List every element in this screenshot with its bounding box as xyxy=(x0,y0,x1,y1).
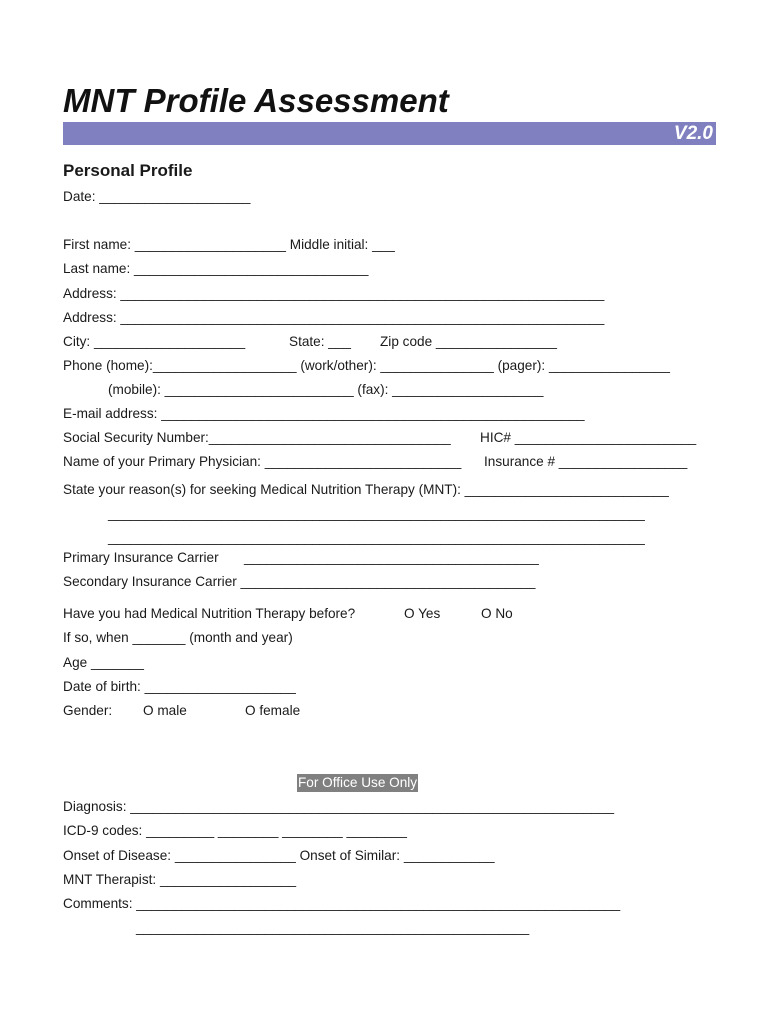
city-field[interactable]: City: ____________________ xyxy=(63,334,246,349)
comments-field-line-2[interactable]: ____________________________________________________ xyxy=(136,920,530,935)
date-field[interactable]: Date: ____________________ xyxy=(63,189,251,204)
no-radio[interactable]: O No xyxy=(481,606,513,621)
age-field[interactable]: Age _______ xyxy=(63,655,144,670)
primary-carrier-label: Primary Insurance Carrier xyxy=(63,550,219,565)
last-name-field[interactable]: Last name: _______________________________ xyxy=(63,261,369,276)
male-radio[interactable]: O male xyxy=(143,703,187,718)
address-field-2[interactable]: Address: ________________________________________________________________ xyxy=(63,310,605,325)
mnt-before-question: Have you had Medical Nutrition Therapy before? xyxy=(63,606,356,621)
version-label: V2.0 xyxy=(673,123,713,144)
zip-code-field[interactable]: Zip code ________________ xyxy=(380,334,557,349)
hic-field[interactable]: HIC# ________________________ xyxy=(480,430,697,445)
diagnosis-field[interactable]: Diagnosis: ________________________________________________________________ xyxy=(63,799,615,814)
date-of-birth-field[interactable]: Date of birth: ____________________ xyxy=(63,679,296,694)
address-field-1[interactable]: Address: ________________________________________________________________ xyxy=(63,286,605,301)
mnt-therapist-field[interactable]: MNT Therapist: __________________ xyxy=(63,872,297,887)
primary-carrier-field[interactable]: _______________________________________ xyxy=(244,550,539,565)
title-band xyxy=(63,122,716,145)
email-field[interactable]: E-mail address: ________________________________________________________ xyxy=(63,406,585,421)
first-name-field[interactable]: First name: ____________________ Middle initial: ___ xyxy=(63,237,395,252)
yes-radio[interactable]: O Yes xyxy=(404,606,441,621)
gender-label: Gender: xyxy=(63,703,113,718)
phone-field[interactable]: Phone (home):___________________ (work/other): _______________ (pager): ________________ xyxy=(63,358,670,373)
mnt-when-field[interactable]: If so, when _______ (month and year) xyxy=(63,630,293,645)
form-title: MNT Profile Assessment xyxy=(63,82,449,119)
section-title-personal-profile: Personal Profile xyxy=(63,161,193,180)
onset-field[interactable]: Onset of Disease: ________________ Onset of Similar: ____________ xyxy=(63,848,495,863)
secondary-carrier-field[interactable]: Secondary Insurance Carrier _______________________________________ xyxy=(63,574,536,589)
office-use-heading: For Office Use Only xyxy=(298,775,418,790)
mobile-fax-field[interactable]: (mobile): _________________________ (fax): ____________________ xyxy=(108,382,544,397)
comments-field[interactable]: Comments: ________________________________________________________________ xyxy=(63,896,621,911)
female-radio[interactable]: O female xyxy=(245,703,301,718)
state-field[interactable]: State: ___ xyxy=(289,334,351,349)
icd9-codes-field[interactable]: ICD-9 codes: _________ ________ ________ ________ xyxy=(63,823,407,838)
ssn-field[interactable]: Social Security Number:________________________________ xyxy=(63,430,451,445)
reason-field[interactable]: State your reason(s) for seeking Medical Nutrition Therapy (MNT): ___________________________ xyxy=(63,482,669,497)
physician-field[interactable]: Name of your Primary Physician: __________________________ xyxy=(63,454,462,469)
reason-field-line-2[interactable]: _______________________________________________________________________ xyxy=(108,506,645,521)
insurance-number-field[interactable]: Insurance # _________________ xyxy=(484,454,688,469)
reason-field-line-3[interactable]: _______________________________________________________________________ xyxy=(108,530,645,545)
